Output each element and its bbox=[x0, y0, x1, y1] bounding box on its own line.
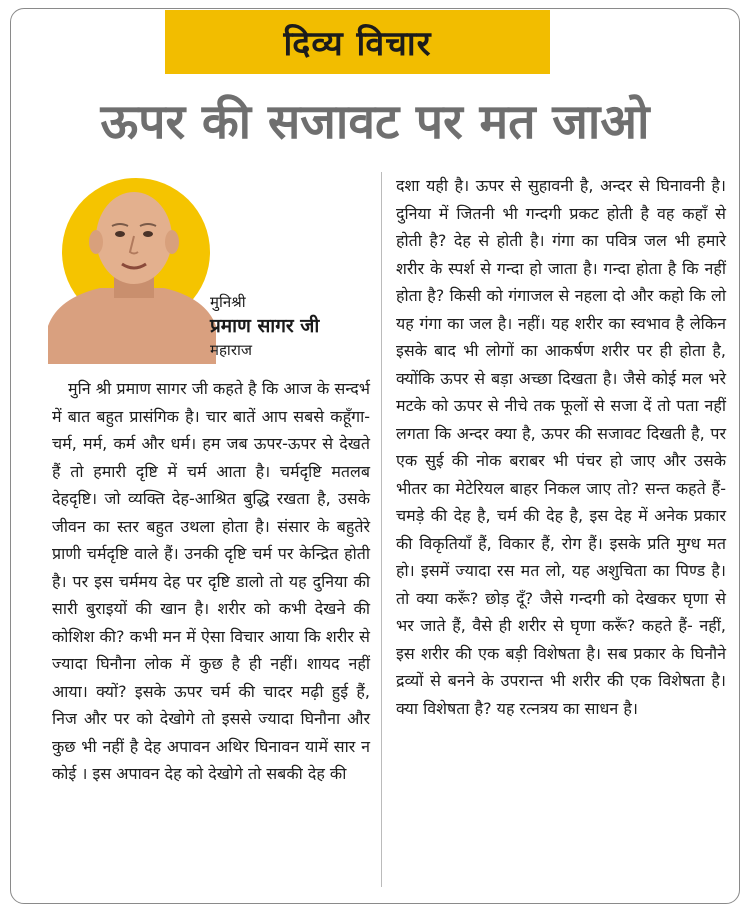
article-column-right: दशा यही है। ऊपर से सुहावनी है, अन्दर से घिनावनी है। दुनिया में जितनी भी गन्दगी प्रकट होती है वह कहाँ से होती है? देह से होती है। गंगा का पवित्र जल भी हमारे शरीर के स्पर्श से गन्दा हो जाता है। गन्दा होता है कि नहीं होता है? किसी को गंगाजल से नहला दो और कहो कि लो यह गंगा का जल है। नहीं। यह शरीर का स्वभाव है लेकिन इसके बाद भी लोगों का आकर्षण शरीर पर ही होता है, क्योंकि ऊपर से बड़ा अच्छा दिखता है। जैसे कोई मल भरे मटके को ऊपर से नीचे तक फूलों से सजा दें तो पता नहीं लगता कि अन्दर क्या है, ऊपर की सजावट दिखती है, पर एक सुई की नोक बराबर भी पंचर हो जाए और उसके भीतर का मेटेरियल बाहर निकल जाए तो? सन्त कहते हैं- चमड़े की देह है, चर्म की देह है, इस देह में अनेक प्रकार की विकृतियाँ हैं, विकार हैं, रोग हैं। इसके प्रति मुग्ध मत हो। इसमें ज्यादा रस मत लो, यह अशुचिता का पिण्ड है। तो क्या करूँ? छोड़ दूँ? जैसे गन्दगी को देखकर घृणा से भर जाते हैं, वैसे ही शरीर से घृणा करूँ? कहते हैं- नहीं, इस शरीर की एक बड़ी विशेषता है। सब प्रकार के घिनौने द्रव्यों से बनने के उपरान्त भी शरीर की एक विशेषता है। क्या विशेषता है? यह रत्नत्रय का साधन है। bbox=[396, 176, 726, 718]
article-column-left: मुनि श्री प्रमाण सागर जी कहते है कि आज के सन्दर्भ में बात बहुत प्रासंगिक है। चार बातें आप सबसे कहूँगा-चर्म, मर्म, कर्म और धर्म। हम जब ऊपर-ऊपर से देखते हैं तो हमारी दृष्टि में चर्म आता है। चर्मदृष्टि मतलब देहदृष्टि। जो व्यक्ति देह-आश्रित बुद्धि रखता है, उसके जीवन का स्तर बहुत उथला होता है। संसार के बहुतेरे प्राणी चर्मदृष्टि वाले हैं। उनकी दृष्टि चर्म पर केन्द्रित होती है। पर इस चर्ममय देह पर दृष्टि डालो तो यह दुनिया की सारी बुराइयों की खान है। शरीर को कभी देखने की कोशिश की? कभी मन में ऐसा विचार आया कि शरीर से ज्यादा घिनौना लोक में कुछ है ही नहीं। शायद नहीं आया। क्यों? इसके ऊपर चर्म की चादर मढ़ी हुई हैं, निज और पर को देखोगे तो इससे ज्यादा घिनौना और कुछ भी नहीं है देह अपावन अथिर घिनावन यामें सार न कोई । इस अपावन देह को देखोगे तो सबकी देह की bbox=[52, 379, 370, 783]
article-headline: ऊपर की सजावट पर मत जाओ bbox=[100, 94, 650, 150]
portrait-illustration bbox=[48, 176, 216, 364]
section-banner bbox=[165, 10, 550, 74]
column-divider bbox=[381, 172, 382, 887]
author-photo bbox=[48, 176, 216, 364]
author-byline bbox=[210, 290, 319, 362]
author-name: प्रमाण सागर जी bbox=[210, 315, 320, 337]
author-suffix: महाराज bbox=[210, 341, 252, 359]
section-title: दिव्य विचार bbox=[283, 24, 432, 64]
author-prefix: मुनिश्री bbox=[210, 293, 246, 311]
